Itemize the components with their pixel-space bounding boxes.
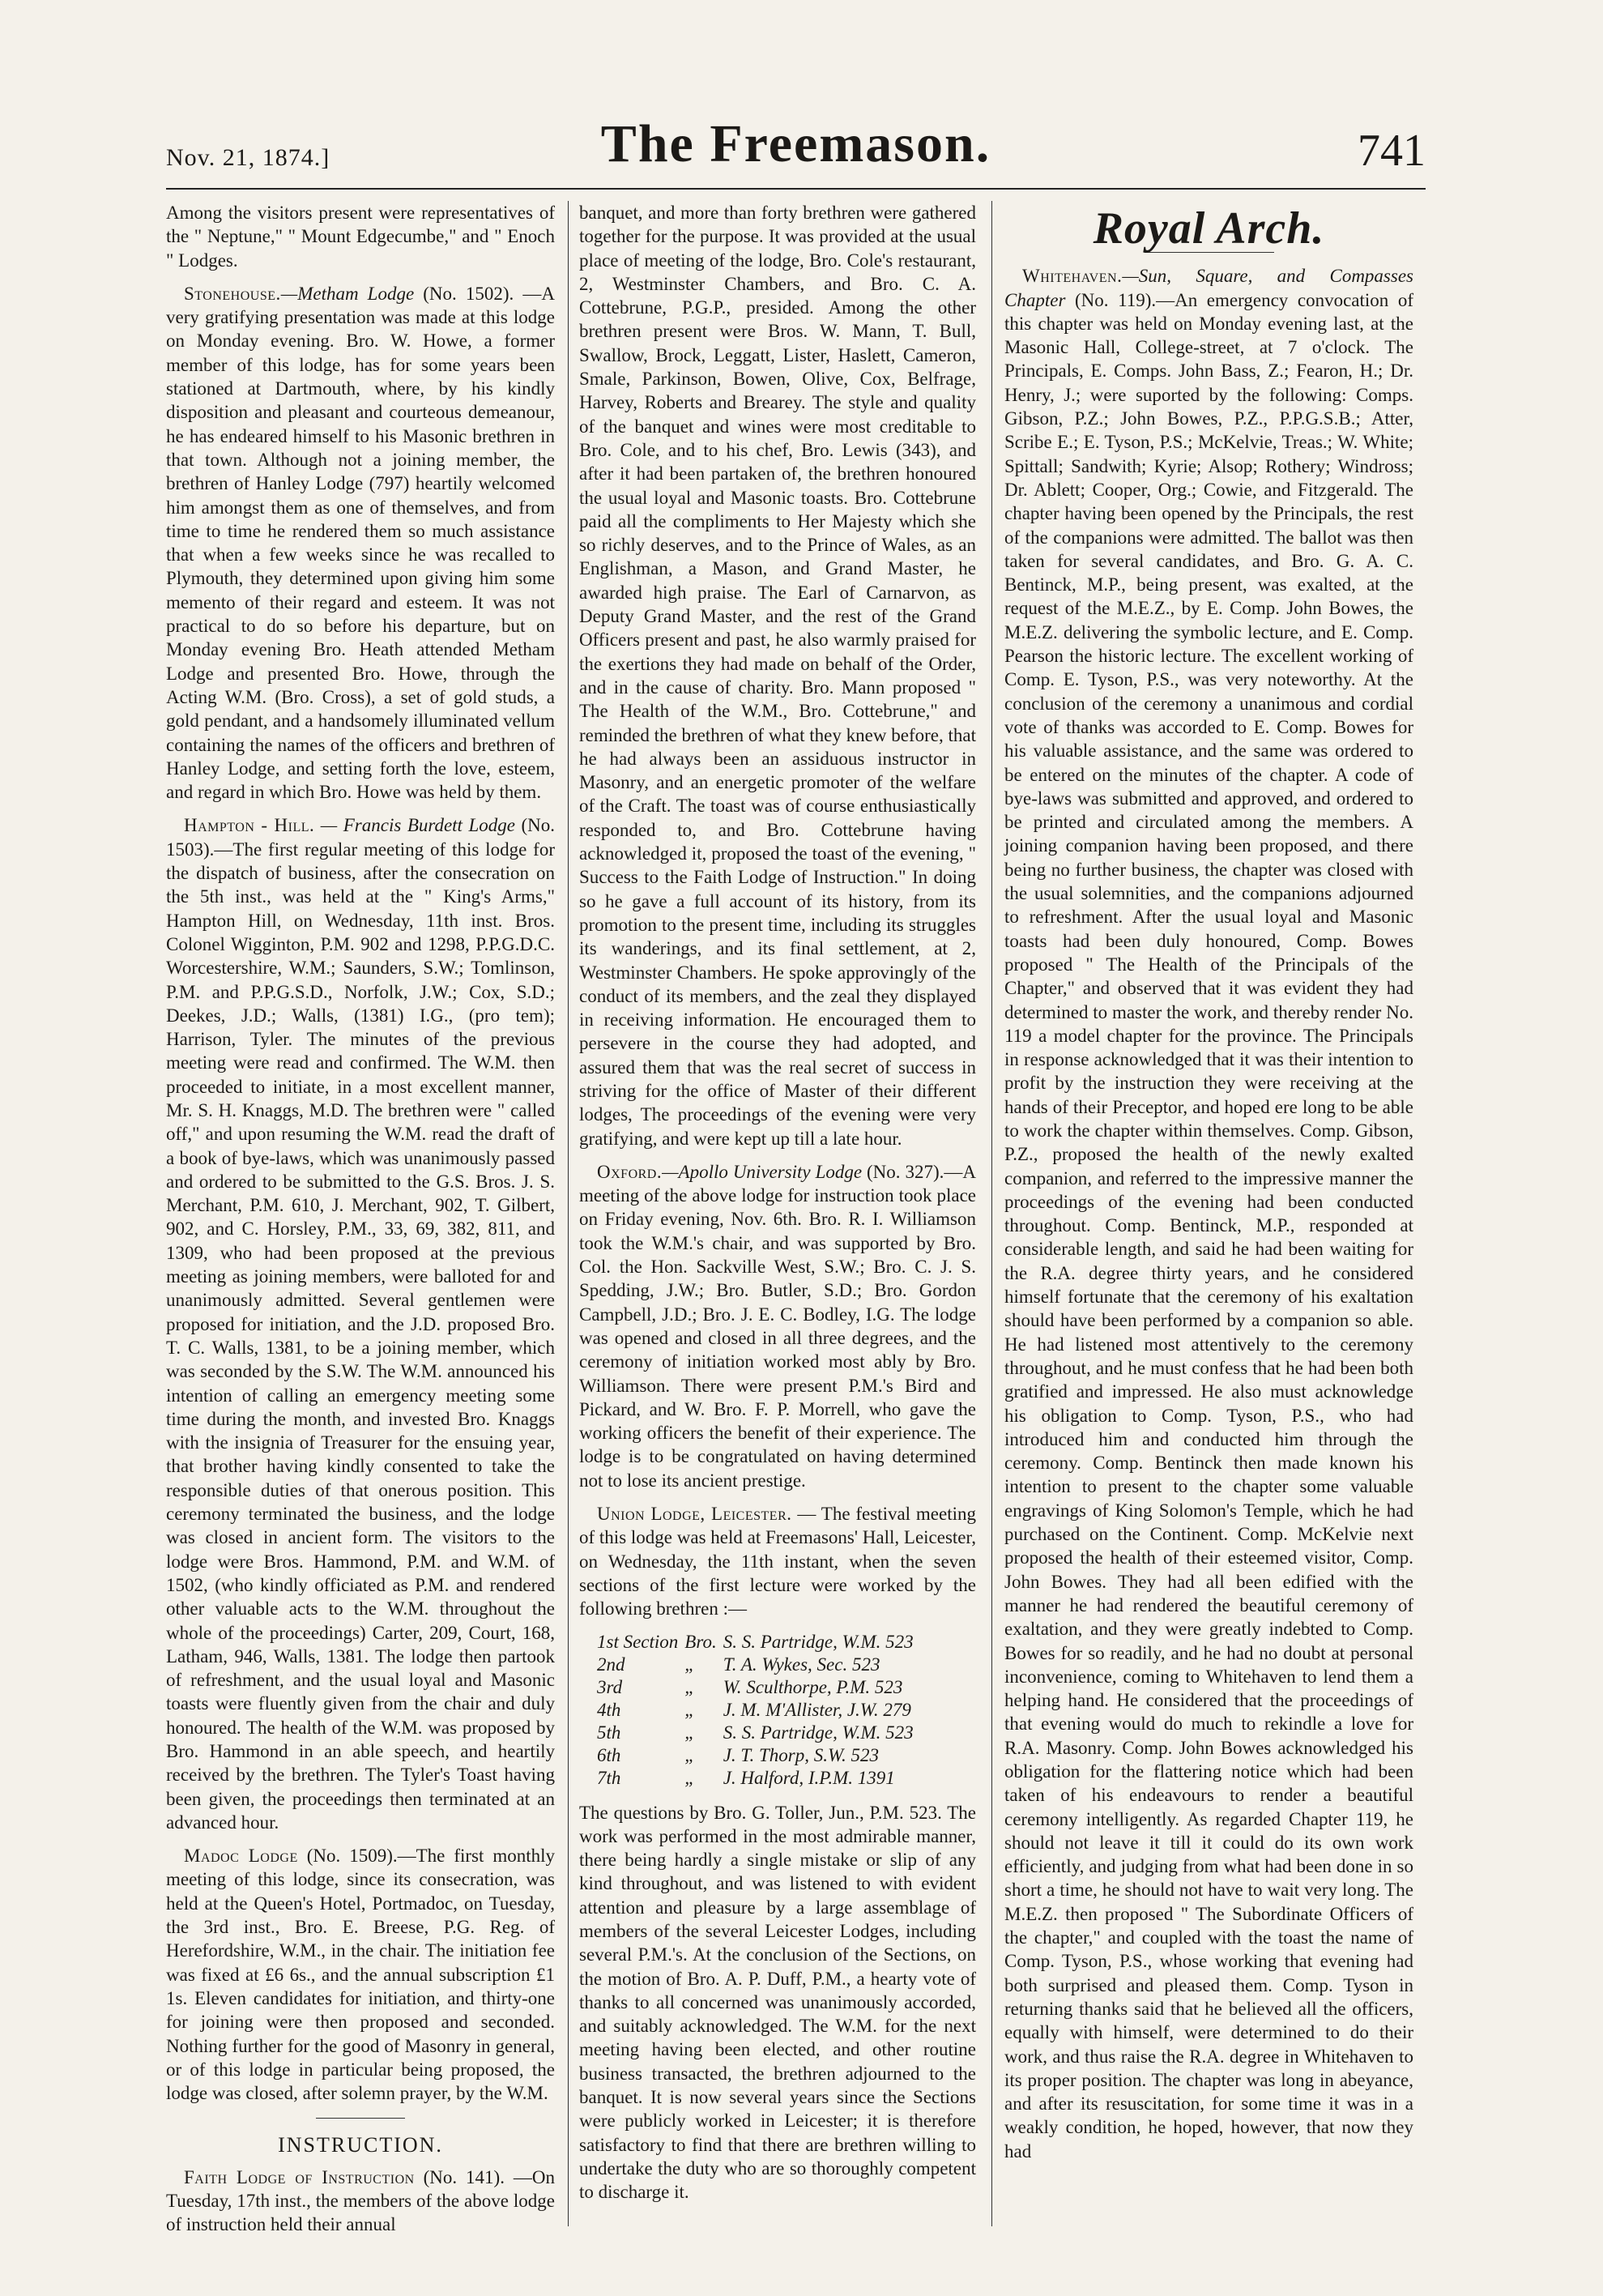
union-lodge-continued: The questions by Bro. G. Toller, Jun., P.M. 523. The work was performed in the most admirable manner, there being hardly a single mistake or slip of any kind throughout, and was listened to with evident attention and pleasure by a large assemblage of members of the several Leicester Lodges, including several P.M.'s. At the conclusion of the Sections, on the motion of Bro. A. P. Duff, P.M., a hearty vote of thanks to all concerned was unanimously accorded, and suitably acknowledged. The W.M. for the next meeting having been elected, and other routine business transacted, the brethren adjourned to the banquet. It is now several years since the Sections were publicly worked in Leicester; it is therefore satisfactory to find that there are brethren willing to undertake the duty who are so thoroughly competent to discharge it. <box>579 1802 976 2203</box>
lodge-name: — Francis Burdett Lodge <box>314 815 515 836</box>
faith-lodge-continued: banquet, and more than forty brethren were gathered together for the purpose. It was provided at the usual place of meeting of the lodge, Bro. Cole's restaurant, 2, Westminster Chambers, and Bro. C. A. Cottebrune, P.G.P., presided. Among the other brethren present were Bros. W. Mann, T. Bull, Swallow, Brock, Leggatt, Lister, Haslett, Cameron, Smale, Parkinson, Bowen, Olive, Cox, Belfrage, Harvey, Roberts and Brearey. The style and quality of the banquet and wines were most creditable to Bro. Cole, and to his chef, Bro. Lewis (343), and after it had been partaken of, the brethren honoured the usual loyal and Masonic toasts. Bro. Cottebrune paid all the compliments to Her Majesty which she so richly deserves, and to the Prince of Wales, as an Englishman, a Mason, and Grand Master, he awarded high praise. The Earl of Carnarvon, as Deputy Grand Master, and the rest of the Grand Officers present and past, he also warmly praised for the exertions they had made on behalf of the Order, and in the cause of charity. Bro. Mann proposed " The Health of the W.M., Bro. Cottebrune," and reminded the brethren of what they knew before, that he had always been an assiduous instructor in Masonry, and an energetic promoter of the welfare of the Craft. The toast was of course enthusiastically responded to, and Bro. Cottebrune having acknowledged it, proposed the toast of the evening, " Success to the Faith Lodge of Instruction." In doing so he gave a full account of its history, from its promotion to the present time, including its struggles its wanderings, and its final settlement, at 2, Westminster Chambers. He spoke approvingly of the conduct of its members, and the zeal they displayed in receiving information. He encouraged them to persevere in the course they had adopted, and assured them that was the real secret of success in striving for the office of Master of their different lodges, The proceedings of the evening were very gratifying, and were kept up till a late hour. <box>579 203 976 1149</box>
section-ditto: „ <box>684 1767 696 1788</box>
stonehouse-report <box>166 282 555 804</box>
section-label: 1st Section <box>597 1631 679 1652</box>
royal-arch-heading: Royal Arch. <box>1093 203 1325 254</box>
lodge-name: —Apollo University Lodge <box>662 1161 863 1182</box>
column-2 <box>579 201 976 2214</box>
section-name: S. S. Partridge, W.M. 523 <box>723 1631 914 1652</box>
section-row <box>597 1654 920 1676</box>
report-text: (No. 119).—An emergency convocation of this chapter was held on Monday evening last, at the Masonic Hall, College-street, at 7 o'clock. The Principals, E. Comps. John Bass, Z.; Fearon, H.; Dr. Henry, J.; were suported by the following: Comps. Gibson, P.Z.; John Bowes, P.Z., P.P.G.S.B.; Atter, Scribe E.; E. Tyson, P.S.; McKelvie, Treas.; W. White; Spittall; Sandwith; Kyrie; Alsop; Rothery; Windross; Dr. Ablett; Cooper, Org.; Cowie, and Fitzgerald. The chapter having been opened by the Principals, the rest of the companions were admitted. The ballot was then taken for several candidates, and Bro. G. A. C. Bentinck, M.P., being present, was exalted, at the request of the M.E.Z., by E. Comp. John Bowes, the M.E.Z. delivering the symbolic lecture, and E. Comp. Pearson the historic lecture. The excellent working of Comp. E. Tyson, P.S., was very noteworthy. At the conclusion of the ceremony a unanimous and cordial vote of thanks was accorded to E. Comp. Bowes for his valuable assistance, and the same was ordered to be entered on the minutes of the chapter. A code of bye-laws was submitted and approved, and ordered to be printed and circulated among the members. A joining companion having been proposed, and there being no further business, the chapter was closed with the usual solemnities, and the companions adjourned to refreshment. After the usual loyal and Masonic toasts had been duly honoured, Comp. Bowes proposed " The Health of the Principals of the Chapter," and observed that it was evident they had determined to master the work, and thereby render No. 119 a model chapter for the province. The Principals in response acknowledged that it was their intention to profit by the instruction they were receiving at the hands of their Preceptor, and hoped ere long to be able to work the chapter within themselves. Comp. Gibson, P.Z., proposed the health of the newly exalted companion, and referred to the impressive manner the proceedings of the evening had been conducted throughout. Comp. Bentinck, M.P., responded at considerable length, and said he had been waiting for the R.A. degree thirty years, and he considered himself fortunate that the ceremony of his exaltation should have been performed by a companion so able. He had listened most attentively to the ceremony throughout, and he must confess that he had been both gratified and impressed. He also must acknowledge his obligation to Comp. Tyson, P.S., who had introduced him and conducted him through the ceremony. Comp. Bentinck then made known his intention to present to the chapter some valuable engravings of King Solomon's Temple, which he had purchased on the Continent. Comp. McKelvie next proposed the health of their esteemed visitor, Comp. John Bowes. They had all been edified with the manner he had rendered the beautiful ceremony of exaltation, and they were greatly indebted to Comp. Bowes for so readily, and he had no doubt at personal inconvenience, coming to Whitehaven to lend them a helping hand. He considered that the proceedings of that evening would do much to rekindle a love for R.A. Masonry. Comp. John Bowes acknowledged his obligation for the flattering notice which had been taken of his endeavours to render a beautiful ceremony intelligently. As regarded Chapter 119, he should not leave it till it could do its own work efficiently, and judging from what had been done in so short a time, he should not have to wait very long. The M.E.Z. then proposed " The Subordinate Officers of the chapter," and coupled with the toast the name of Comp. Tyson, P.S., whose working that evening had both surprised and pleased them. Comp. Tyson in returning thanks said that he believed all the officers, equally with himself, were determined to do their work, and thus raise the R.A. degree in Whitehaven to its proper position. The chapter was long in abeyance, and after its resuscitation, for some time it was in a weakly condition, he hoped, however, that now they had <box>1004 289 1413 2162</box>
section-ditto: „ <box>684 1699 696 1720</box>
section-row <box>597 1699 920 1722</box>
lodge-name: —Metham Lodge <box>280 283 415 304</box>
masthead-title: The Freemason. <box>600 114 991 173</box>
whitehaven-report <box>1004 264 1413 2163</box>
column-divider-2 <box>991 201 992 2226</box>
section-row <box>597 1722 920 1744</box>
section-ditto: „ <box>684 1654 696 1675</box>
section-name: S. S. Partridge, W.M. 523 <box>723 1722 914 1743</box>
section-row <box>597 1767 920 1790</box>
section-ditto: Bro. <box>684 1631 717 1652</box>
section-rule <box>316 2118 405 2119</box>
section-name: J. T. Thorp, S.W. 523 <box>723 1744 880 1765</box>
column-3 <box>1004 201 1413 2173</box>
section-name: J. M. M'Allister, J.W. 279 <box>723 1699 911 1720</box>
report-place: Oxford. <box>597 1161 663 1182</box>
hampton-hill-report <box>166 813 555 1834</box>
column-divider-1 <box>568 201 569 2226</box>
oxford-report <box>579 1160 976 1492</box>
section-label: 7th <box>597 1767 621 1788</box>
section-row <box>597 1676 920 1699</box>
madoc-lodge-report <box>166 1844 555 2105</box>
report-place: Stonehouse. <box>184 283 281 304</box>
union-lodge-report <box>579 1502 976 1620</box>
report-text: (No. 1509).—The first monthly meeting of this lodge, since its consecration, was held at the Queen's Hotel, Portmadoc, on Tuesday, the 3rd inst., Bro. E. Breese, P.G. Reg. of Herefordshire, W.M., in the chair. The initiation fee was fixed at £6 6s., and the annual subscription £1 1s. Eleven candidates for initiation, and thirty-one for joining were then proposed and seconded. Nothing further for the good of Masonry in general, or of this lodge in particular being proposed, the lodge was closed, after solemn prayer, by the W.M. <box>166 1846 556 2104</box>
report-place: Whitehaven. <box>1022 266 1123 287</box>
lodge-name: Union Lodge, Leicester. <box>597 1504 792 1525</box>
section-label: 5th <box>597 1722 621 1743</box>
section-label: 2nd <box>597 1654 625 1675</box>
section-label: 4th <box>597 1699 621 1720</box>
column-1 <box>166 201 555 2247</box>
page-header <box>166 113 1426 194</box>
lodge-name: Faith Lodge of Instruction <box>184 2166 415 2187</box>
report-text: (No. 1502). —A very gratifying presentation was made at this lodge on Monday evening. Bro. W. Howe, a former member of this lodge, has for some years been stationed at Dartmouth, where, by his kindly disposition and pleasant and courteous demeanour, he has endeared himself to his Masonic brethren in that town. Although not a joining member, the brethren of Hanley Lodge (797) heartily welcomed him amongst them as one of themselves, and from time to time he rendered them so much assistance that when a few weeks since he was recalled to Plymouth, they determined upon giving him some memento of their regard and esteem. It was not practical to do so before his departure, but on Monday evening Bro. Heath attended Metham Lodge and presented Bro. Howe, through the Acting W.M. (Bro. Cross), a set of gold studs, a gold pendant, and a handsomely illuminated vellum containing the names of the officers and brethren of Hanley Lodge, and setting forth the love, esteem, and regard in which Bro. Howe was held by them. <box>166 283 555 803</box>
section-name: W. Sculthorpe, P.M. 523 <box>723 1676 903 1697</box>
report-text: (No. 327).—A meeting of the above lodge for instruction took place on Friday evening, Nov. 6th. Bro. R. I. Williamson took the W.M.'s chair, and was supported by Bro. Col. the Hon. Sackville West, S.W.; Bro. C. J. S. Spedding, J.W.; Bro. Butler, S.D.; Bro. Gordon Campbell, J.D.; Bro. J. E. C. Bodley, I.G. The lodge was opened and closed in all three degrees, and the ceremony of initiation worked most ably by Bro. Williamson. There were present P.M.'s Bird and Pickard, and W. Bro. F. P. Morrell, who gave the working officers the benefit of their experience. The lodge is to be congratulated on having determined not to lose its ancient prestige. <box>579 1161 976 1491</box>
section-ditto: „ <box>684 1676 696 1697</box>
section-ditto: „ <box>684 1744 696 1765</box>
report-place: Hampton - Hill. <box>184 815 315 836</box>
page-number: 741 <box>1358 126 1426 176</box>
issue-date: Nov. 21, 1874.] <box>166 144 330 171</box>
faith-lodge-report <box>166 2166 555 2237</box>
section-row <box>597 1744 920 1767</box>
report-text: — The festival meeting of this lodge was held at Freemasons' Hall, Leicester, on Wednesday, the 11th instant, when the seven sections of the first lecture were worked by the following brethren :— <box>579 1504 976 1620</box>
visitors-paragraph: Among the visitors present were representatives of the " Neptune," " Mount Edgecumbe," and " Enoch " Lodges. <box>166 203 555 271</box>
section-label: 3rd <box>597 1676 623 1697</box>
report-text: (No. 1503).—The first regular meeting of this lodge for the dispatch of business, after the consecration on the 5th inst., was held at the " King's Arms," Hampton Hill, on Wednesday, 11th inst. Bros. Colonel Wigginton, P.M. 902 and 1298, P.P.G.D.C. Worcestershire, W.M.; Saunders, S.W.; Tomlinson, P.M. and P.P.G.S.D., Norfolk, J.W.; Cox, S.D.; Deekes, J.D.; Walls, (1381) I.G., (pro tem); Harrison, Tyler. The minutes of the previous meeting were read and confirmed. The W.M. then proceeded to initiate, in a most excellent manner, Mr. S. H. Knaggs, M.D. The brethren were " called off," and upon resuming the W.M. read the draft of a book of bye-laws, which was unanimously passed and ordered to be submitted to the G.S. Bros. J. S. Merchant, P.M. 610, J. Merchant, 902, T. Gilbert, 902, and C. Horsley, P.M., 33, 69, 382, 811, and 1309, who had been proposed at the previous meeting as joining members, were balloted for and unanimously admitted. Several gentlemen were proposed for initiation, and the J.D. proposed Bro. T. C. Walls, 1381, to be a joining member, which was seconded by the S.W. The W.M. announced his intention of calling an emergency meeting some time during the month, and invested Bro. Knaggs with the insignia of Treasurer for the ensuing year, that brother having kindly consented to take the responsible duties of that onerous position. This ceremony terminated the business, and the lodge was closed in ancient form. The visitors to the lodge were Bros. Hammond, P.M. and W.M. of 1502, (who kindly officiated as P.M. and rendered other valuable acts to the W.M. throughout the whole of the proceedings) Carter, 209, Court, 168, Latham, 946, Walls, 1381. The lodge then partook of refreshment, and the usual loyal and Masonic toasts were fluently given from the chair and duly honoured. The health of the W.M. was proposed by Bro. Hammond in an able speech, and heartily received by the brethren. The Tyler's Toast having been given, the proceedings then terminated at an advanced hour. <box>166 815 555 1833</box>
section-name: J. Halford, I.P.M. 1391 <box>723 1767 895 1788</box>
section-row <box>597 1631 920 1654</box>
lodge-name: Madoc Lodge <box>184 1846 298 1867</box>
section-label: 6th <box>597 1744 621 1765</box>
sections-table <box>597 1631 920 1790</box>
instruction-heading: INSTRUCTION. <box>278 2133 443 2157</box>
section-name: T. A. Wykes, Sec. 523 <box>723 1654 880 1675</box>
header-rule <box>166 188 1426 190</box>
section-ditto: „ <box>684 1722 696 1743</box>
report-text: (No. 141). —On Tuesday, 17th inst., the members of the above lodge of instruction held their annual <box>166 2166 555 2235</box>
chapter-name: —Sun, Square, and Compasses Chapter <box>1004 266 1413 310</box>
